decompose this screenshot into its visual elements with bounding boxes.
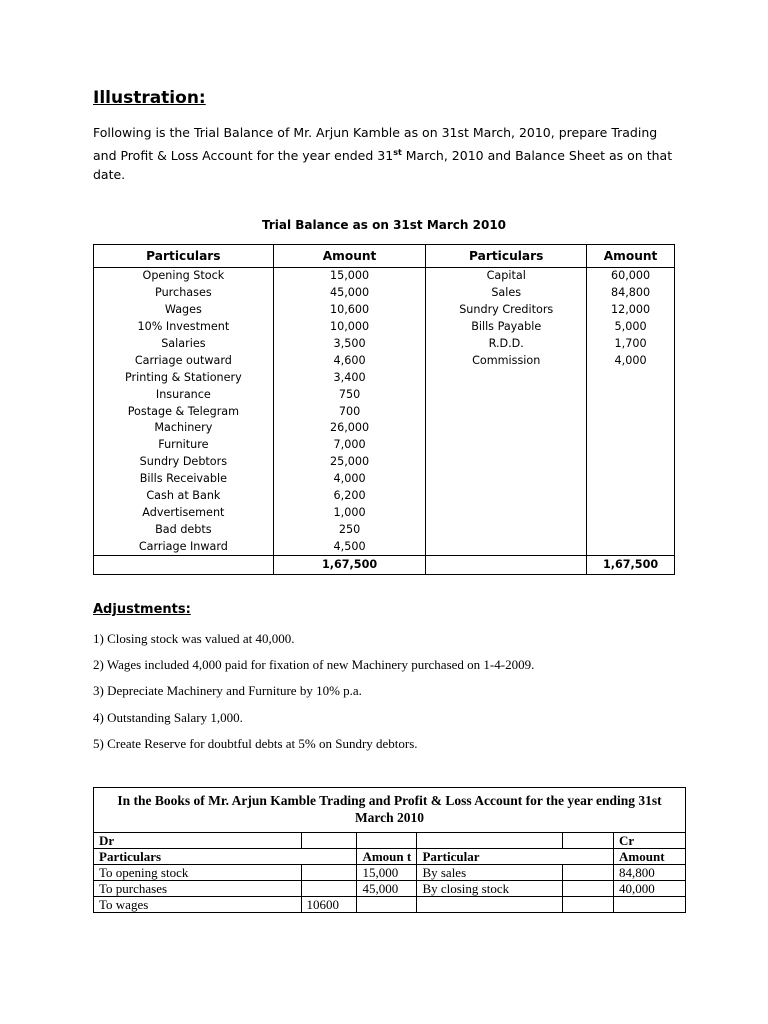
debit-amount: 700 — [273, 403, 426, 420]
empty-cell — [357, 833, 417, 849]
debit-particular: Cash at Bank — [94, 488, 274, 505]
debit-particular: 10% Investment — [94, 319, 274, 336]
pl-row — [94, 881, 686, 897]
header-cell: Amount — [273, 245, 426, 268]
credit-particular: Capital — [426, 268, 587, 285]
debit-particular: Purchases — [94, 285, 274, 302]
cr-amount — [614, 897, 686, 913]
credit-particular — [426, 471, 587, 488]
header-cell: Particulars — [94, 245, 274, 268]
total-credit: 1,67,500 — [587, 556, 675, 575]
trial-balance-row — [94, 437, 675, 454]
empty-cell — [301, 833, 357, 849]
pl-drcr-row — [94, 833, 686, 849]
trial-balance-row — [94, 403, 675, 420]
cr-amount: 40,000 — [614, 881, 686, 897]
credit-particular — [426, 488, 587, 505]
debit-particular: Machinery — [94, 420, 274, 437]
credit-particular: Sundry Creditors — [426, 302, 587, 319]
dr-sub-amount — [301, 881, 357, 897]
trial-balance-row — [94, 285, 675, 302]
credit-amount — [587, 471, 675, 488]
dr-sub-amount — [301, 865, 357, 881]
trial-balance-row — [94, 521, 675, 538]
header-cell: Particulars — [426, 245, 587, 268]
trial-balance-row — [94, 420, 675, 437]
adjustments-list — [93, 631, 693, 762]
pl-account-title: In the Books of Mr. Arjun Kamble Trading and Profit & Loss Account for the year ending 31st March 2010 — [94, 788, 686, 833]
trial-balance-row — [94, 488, 675, 505]
pl-row — [94, 897, 686, 913]
debit-amount: 15,000 — [273, 268, 426, 285]
credit-amount — [587, 538, 675, 555]
illustration-heading: Illustration: — [93, 88, 206, 108]
credit-amount — [587, 504, 675, 521]
trial-balance-row — [94, 336, 675, 353]
credit-particular — [426, 420, 587, 437]
col-particular-cr: Particular — [417, 849, 614, 865]
credit-particular — [426, 454, 587, 471]
credit-amount: 5,000 — [587, 319, 675, 336]
trial-balance-row — [94, 386, 675, 403]
cr-amount: 84,800 — [614, 865, 686, 881]
trial-balance-header-row — [94, 245, 675, 268]
empty-cell — [563, 833, 614, 849]
debit-particular: Bad debts — [94, 521, 274, 538]
credit-particular — [426, 403, 587, 420]
trial-balance-row — [94, 471, 675, 488]
debit-amount: 6,200 — [273, 488, 426, 505]
credit-amount — [587, 454, 675, 471]
debit-amount: 4,500 — [273, 538, 426, 555]
trial-balance-row — [94, 369, 675, 386]
trial-balance-row — [94, 454, 675, 471]
debit-amount: 1,000 — [273, 504, 426, 521]
trial-balance-row — [94, 504, 675, 521]
debit-particular: Carriage outward — [94, 352, 274, 369]
debit-particular: Printing & Stationery — [94, 369, 274, 386]
credit-amount: 4,000 — [587, 352, 675, 369]
credit-particular: R.D.D. — [426, 336, 587, 353]
credit-particular — [426, 369, 587, 386]
cr-sub-amount — [563, 865, 614, 881]
dr-particular: To opening stock — [94, 865, 302, 881]
debit-amount: 250 — [273, 521, 426, 538]
credit-particular — [426, 538, 587, 555]
debit-amount: 4,600 — [273, 352, 426, 369]
credit-particular: Sales — [426, 285, 587, 302]
header-cell: Amount — [587, 245, 675, 268]
trading-pl-account-table — [93, 787, 686, 913]
dr-particular: To purchases — [94, 881, 302, 897]
credit-amount — [587, 420, 675, 437]
debit-particular: Wages — [94, 302, 274, 319]
adjustment-item: 4) Outstanding Salary 1,000. — [93, 709, 243, 725]
credit-amount — [587, 386, 675, 403]
debit-particular: Bills Receivable — [94, 471, 274, 488]
credit-particular: Bills Payable — [426, 319, 587, 336]
cr-particular — [417, 897, 563, 913]
debit-particular: Advertisement — [94, 504, 274, 521]
adjustment-item: 2) Wages included 4,000 paid for fixation of new Machinery purchased on 1-4-2009. — [93, 657, 535, 673]
adjustment-item: 1) Closing stock was valued at 40,000. — [93, 631, 295, 646]
dr-amount — [357, 897, 417, 913]
col-amount-cr: Amount — [614, 849, 686, 865]
debit-amount: 25,000 — [273, 454, 426, 471]
dr-amount: 45,000 — [357, 881, 417, 897]
col-particulars-dr: Particulars — [94, 849, 357, 865]
adjustment-item: 3) Depreciate Machinery and Furniture by 10% p.a. — [93, 683, 362, 699]
intro-paragraph — [93, 123, 683, 185]
credit-particular — [426, 521, 587, 538]
credit-amount: 12,000 — [587, 302, 675, 319]
debit-amount: 7,000 — [273, 437, 426, 454]
trial-balance-body — [94, 268, 675, 556]
adjustments-title: Adjustments: — [93, 602, 191, 617]
dr-amount: 15,000 — [357, 865, 417, 881]
debit-amount: 3,400 — [273, 369, 426, 386]
cr-sub-amount — [563, 881, 614, 897]
debit-amount: 3,500 — [273, 336, 426, 353]
credit-amount — [587, 369, 675, 386]
trial-balance-table — [93, 244, 675, 575]
credit-amount — [587, 437, 675, 454]
credit-amount — [587, 488, 675, 505]
trial-balance-caption: Trial Balance as on 31st March 2010 — [261, 218, 507, 232]
cr-particular: By closing stock — [417, 881, 563, 897]
pl-title-row — [94, 788, 686, 833]
intro-superscript: st — [393, 147, 402, 157]
col-amount-dr: Amoun t — [357, 849, 417, 865]
total-label-cell — [94, 556, 274, 575]
intro-text-part1: Following is the Trial Balance of Mr. Arjun Kamble as on 31st March, 2010, prepare Trading and Profit & Loss Account for the year ended 31 — [93, 125, 658, 163]
empty-cell — [417, 833, 563, 849]
total-debit: 1,67,500 — [273, 556, 426, 575]
credit-particular: Commission — [426, 352, 587, 369]
debit-amount: 4,000 — [273, 471, 426, 488]
debit-particular: Opening Stock — [94, 268, 274, 285]
debit-amount: 750 — [273, 386, 426, 403]
debit-amount: 10,000 — [273, 319, 426, 336]
pl-column-header-row — [94, 849, 686, 865]
total-label-cell — [426, 556, 587, 575]
cr-sub-amount — [563, 897, 614, 913]
debit-particular: Carriage Inward — [94, 538, 274, 555]
credit-amount: 1,700 — [587, 336, 675, 353]
debit-amount: 45,000 — [273, 285, 426, 302]
dr-label: Dr — [94, 833, 302, 849]
trial-balance-row — [94, 268, 675, 285]
pl-row — [94, 865, 686, 881]
debit-particular: Sundry Debtors — [94, 454, 274, 471]
cr-label: Cr — [614, 833, 686, 849]
debit-particular: Salaries — [94, 336, 274, 353]
trading-pl-account-body — [94, 788, 686, 913]
credit-particular — [426, 437, 587, 454]
credit-amount: 84,800 — [587, 285, 675, 302]
trial-balance-row — [94, 352, 675, 369]
adjustment-item: 5) Create Reserve for doubtful debts at 5% on Sundry debtors. — [93, 735, 418, 751]
debit-particular: Furniture — [94, 437, 274, 454]
intro-text-part2: March, 2010 and Balance Sheet as on that date. — [93, 147, 673, 183]
credit-amount — [587, 403, 675, 420]
cr-particular: By sales — [417, 865, 563, 881]
credit-amount: 60,000 — [587, 268, 675, 285]
dr-sub-amount: 10600 — [301, 897, 357, 913]
dr-particular: To wages — [94, 897, 302, 913]
debit-amount: 26,000 — [273, 420, 426, 437]
trial-balance-total-row — [94, 556, 675, 575]
trial-balance-row — [94, 319, 675, 336]
credit-particular — [426, 386, 587, 403]
debit-particular: Postage & Telegram — [94, 403, 274, 420]
trial-balance-row — [94, 302, 675, 319]
credit-particular — [426, 504, 587, 521]
debit-particular: Insurance — [94, 386, 274, 403]
debit-amount: 10,600 — [273, 302, 426, 319]
credit-amount — [587, 521, 675, 538]
trial-balance-row — [94, 538, 675, 555]
